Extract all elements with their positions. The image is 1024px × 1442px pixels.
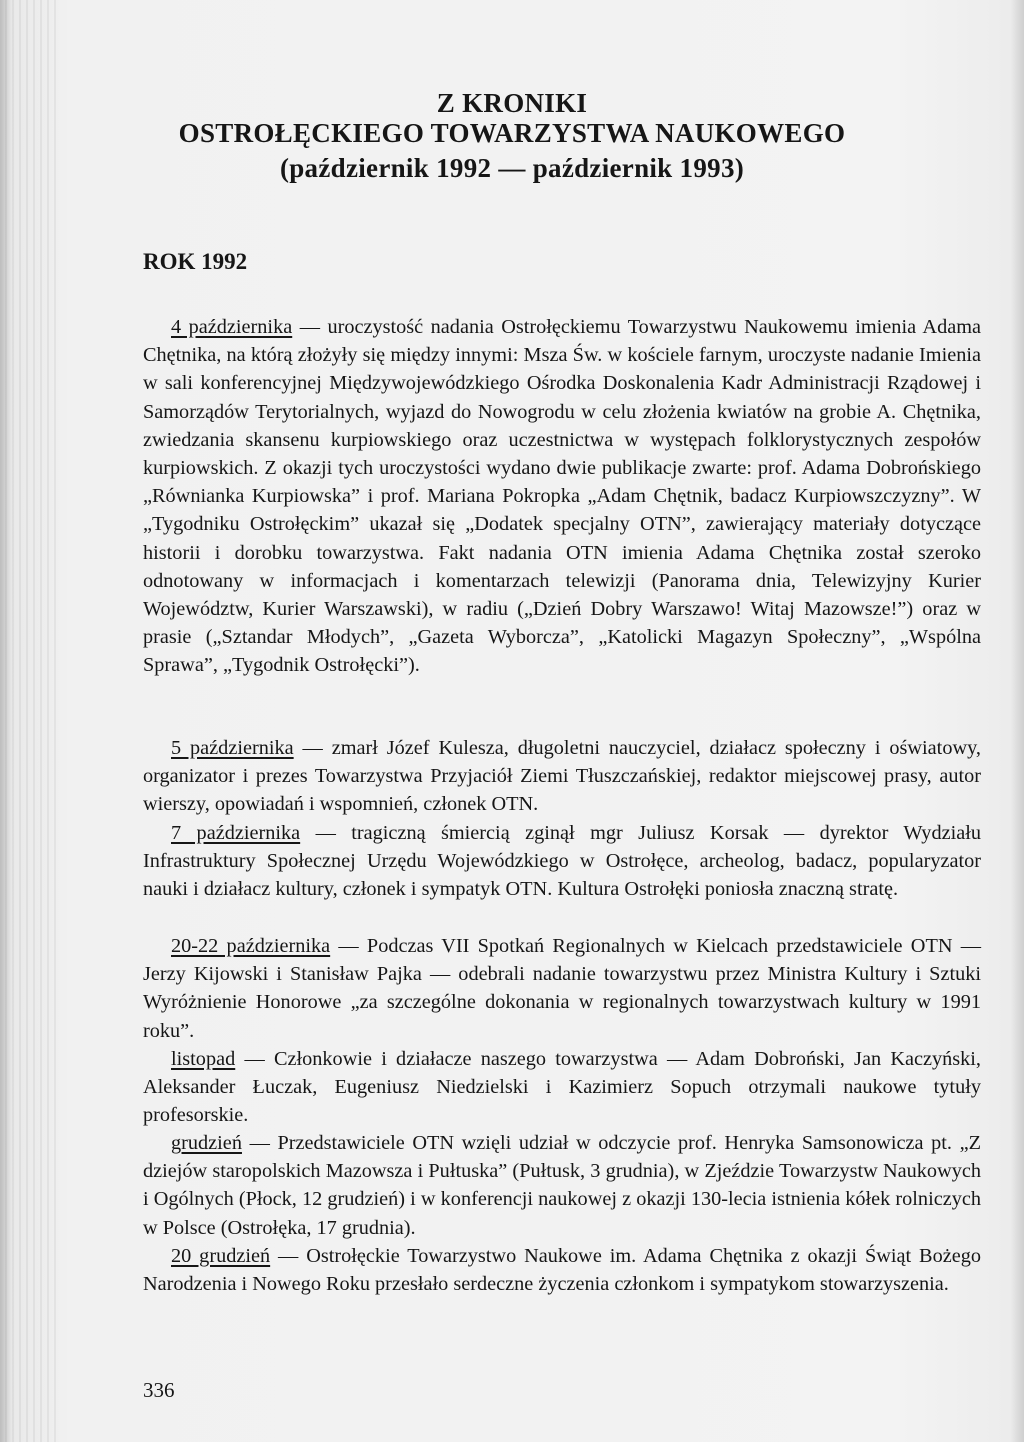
entry-text: — Ostrołęckie Towarzystwo Naukowe im. Adama Chętnika z okazji Świąt Bożego Narodzenia i Nowego Roku przesłało serdeczne życzenia członkom i sympatykom stowarzyszenia. [143, 1245, 981, 1296]
page-edge-shadow [0, 0, 60, 1442]
chronicle-entry [143, 313, 981, 680]
entry-date: 7 października [171, 822, 301, 844]
chronicle-entry [143, 1129, 981, 1242]
date-range-title: (październik 1992 — październik 1993) [279, 153, 745, 183]
entry-date: grudzień [171, 1132, 242, 1154]
entry-date: 20-22 października [171, 935, 331, 957]
chronicle-entry [143, 1045, 981, 1130]
entry-text: — uroczystość nadania Ostrołęckiemu Towarzystwu Naukowemu imienia Adama Chętnika, na którą złożyły się między innymi: Msza Św. w kościele farnym, uroczyste nadanie Imienia w sali konferencyjnej Międzywojewódzkiego Ośrodka Doskonalenia Kadr Administracji Rządowej i Samorządów Terytorialnych, wyjazd do Nowogrodu w celu złożenia kwiatów na grobie A. Chętnika, zwiedzania skansenu kurpiowskiego oraz uczestnictwa w występach folklorystycznych zespołów kurpiowskich. Z okazji tych uroczystości wydano dwie publikacje zwarte: prof. Adama Dobrońskiego „Równianka Kurpiowska” i prof. Mariana Pokropka „Adam Chętnik, badacz Kurpiowszczyzny”. W „Tygodniku Ostrołęckim” ukazał się „Dodatek specjalny OTN”, zawierający materiały dotyczące historii i dorobku towarzystwa. Fakt nadania OTN imienia Adama Chętnika został szeroko odnotowany w informacjach i komentarzach telewizji (Panorama dnia, Telewizyjny Kurier Województw, Kurier Warszawski), w radiu („Dzień Dobry Warszawo! Witaj Mazowsze!”) oraz w prasie („Sztandar Młodych”, „Gazeta Wyborcza”, „Katolicki Magazyn Społeczny”, „Wspólna Sprawa”, „Tygodnik Ostrołęcki”). [143, 316, 981, 677]
entry-date: 20 grudzień [171, 1245, 271, 1267]
page-number: 336 [143, 1378, 175, 1402]
entry-text: — Podczas VII Spotkań Regionalnych w Kielcach przedstawiciele OTN — Jerzy Kijowski i Stanisław Pajka — odebrali nadanie towarzystwu przez Ministra Kultury i Sztuki Wyróżnienie Honorowe „za szczególne dokonania w regionalnych towarzystwach kultury w 1991 roku”. [143, 935, 981, 1042]
entry-text: — zmarł Józef Kulesza, długoletni nauczyciel, działacz społeczny i oświatowy, organizator i prezes Towarzystwa Przyjaciół Ziemi Tłuszczańskiej, redaktor miejscowej prasy, autor wierszy, opowiadań i wspomnień, członek OTN. [143, 737, 981, 816]
chronicle-entry [143, 819, 981, 904]
entry-date: 5 października [171, 737, 294, 759]
entry-text: — Członkowie i działacze naszego towarzystwa — Adam Dobroński, Jan Kaczyński, Aleksander Łuczak, Eugeniusz Niedzielski i Kazimierz Sopuch otrzymali naukowe tytuły profesorskie. [143, 1048, 981, 1127]
chronicle-entry [143, 734, 981, 819]
chronicle-title: Z KRONIKI [436, 88, 588, 118]
entry-date: 4 października [171, 316, 293, 338]
year-heading: ROK 1992 [143, 249, 248, 274]
entry-text: — Przedstawiciele OTN wzięli udział w odczycie prof. Henryka Samsonowicza pt. „Z dziejów staropolskich Mazowsza i Pułtuska” (Pułtusk, 3 grudnia), w Zjeździe Towarzystw Naukowych i Ogólnych (Płock, 12 grudzień) i w konferencji naukowej z okazji 130-lecia istnienia kółek rolniczych w Polsce (Ostrołęka, 17 grudnia). [143, 1132, 981, 1239]
entry-date: listopad [171, 1048, 236, 1070]
society-title: OSTROŁĘCKIEGO TOWARZYSTWA NAUKOWEGO [178, 118, 846, 148]
chronicle-entry [143, 932, 981, 1045]
entry-text: — tragiczną śmiercią zginął mgr Juliusz Korsak — dyrektor Wydziału Infrastruktury Społecznej Urzędu Wojewódzkiego w Ostrołęce, archeolog, badacz, popularyzator nauki i działacz kultury, członek i sympatyk OTN. Kultura Ostrołęki poniosła znaczną stratę. [143, 822, 981, 901]
chronicle-entry [143, 1242, 981, 1298]
